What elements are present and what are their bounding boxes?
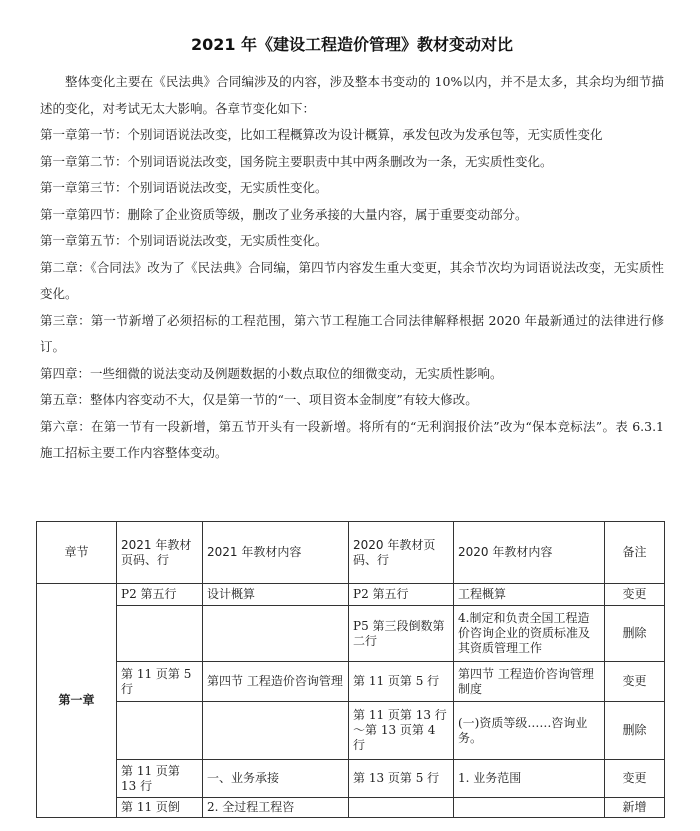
change-paragraph: 第五章：整体内容变动不大，仅是第一节的“一、项目资本金制度”有较大修改。 — [40, 392, 478, 407]
cell-2020-content: 工程概算 — [454, 584, 605, 606]
cell-2020-content: 4.制定和负责全国工程造价咨询企业的资质标准及其资质管理工作 — [454, 606, 605, 662]
header-2020-page: 2020 年教材页码、行 — [349, 522, 454, 584]
cell-2020-page: 第 13 页第 5 行 — [349, 760, 454, 798]
cell-2020-page: 第 11 页第 13 行～第 13 页第 4 行 — [349, 702, 454, 760]
comparison-table — [36, 521, 665, 818]
change-paragraph: 第一章第二节：个别词语说法改变，国务院主要职责中其中两条删改为一条，无实质性变化。 — [40, 153, 553, 169]
table-row — [37, 702, 665, 760]
cell-2021-content — [203, 606, 349, 662]
header-note: 备注 — [605, 522, 665, 584]
header-2020-content: 2020 年教材内容 — [454, 522, 605, 584]
cell-2021-page: 第 11 页第 13 行 — [117, 760, 203, 798]
table-row — [37, 798, 665, 818]
cell-2020-content: (一)资质等级……咨询业务。 — [454, 702, 605, 760]
cell-2021-page: P2 第五行 — [117, 584, 203, 606]
cell-2021-page — [117, 702, 203, 760]
change-paragraph: 第一章第一节：个别词语说法改变，比如工程概算改为设计概算，承发包改为发承包等，无实质性变化 — [40, 127, 603, 142]
cell-2020-content — [454, 798, 605, 818]
cell-2021-content: 一、业务承接 — [203, 760, 349, 798]
cell-note: 变更 — [605, 760, 665, 798]
table-row — [37, 606, 665, 662]
table-row — [37, 584, 665, 606]
table-row — [37, 760, 665, 798]
change-paragraph: 第一章第四节：删除了企业资质等级，删改了业务承接的大量内容，属于重要变动部分。 — [40, 206, 528, 222]
chapter-cell: 第一章 — [37, 584, 117, 818]
cell-note: 删除 — [605, 606, 665, 662]
change-paragraph: 第三章：第一节新增了必须招标的工程范围，第六节工程施工合同法律解释根据 2020 年最新通过的法律进行修订。 — [40, 312, 664, 354]
cell-note: 变更 — [605, 662, 665, 702]
cell-2021-content: 设计概算 — [203, 584, 349, 606]
change-paragraph: 第一章第五节：个别词语说法改变，无实质性变化。 — [40, 233, 328, 248]
cell-2020-page: 第 11 页第 5 行 — [349, 662, 454, 702]
header-2021-content: 2021 年教材内容 — [203, 522, 349, 584]
cell-2021-content: 第四节 工程造价咨询管理 — [203, 662, 349, 702]
change-paragraph: 第一章第三节：个别词语说法改变，无实质性变化。 — [40, 180, 328, 195]
change-paragraph: 第六章：在第一节有一段新增，第五节开头有一段新增。将所有的“无利润报价法”改为“保本竞标法”。表 6.3.1 施工招标主要工作内容整体变动。 — [40, 418, 664, 460]
cell-note: 删除 — [605, 702, 665, 760]
header-2021-page: 2021 年教材页码、行 — [117, 522, 203, 584]
cell-2020-content: 1. 业务范围 — [454, 760, 605, 798]
cell-note: 新增 — [605, 798, 665, 818]
table-header-row — [37, 522, 665, 584]
cell-2020-page — [349, 798, 454, 818]
change-paragraph: 第四章：一些细微的说法变动及例题数据的小数点取位的细微变动，无实质性影响。 — [40, 365, 503, 381]
header-chapter: 章节 — [37, 522, 117, 584]
document-title: 2021 年《建设工程造价管理》教材变动对比 — [190, 35, 514, 54]
cell-2021-content — [203, 702, 349, 760]
cell-2021-page — [117, 606, 203, 662]
table-row — [37, 662, 665, 702]
cell-2021-content: 2. 全过程工程咨 — [203, 798, 349, 818]
cell-2021-page: 第 11 页倒 — [117, 798, 203, 818]
change-paragraph: 第二章：《合同法》改为了《民法典》合同编，第四节内容发生重大变更，其余节次均为词语说法改变，无实质性变化。 — [40, 259, 664, 301]
cell-2020-page: P5 第三段倒数第二行 — [349, 606, 454, 662]
intro-paragraph: 整体变化主要在《民法典》合同编涉及的内容，涉及整本书变动的 10%以内，并不是太多，其余均为细节描述的变化，对考试无太大影响。各章节变化如下： — [40, 74, 664, 116]
cell-note: 变更 — [605, 584, 665, 606]
cell-2020-content: 第四节 工程造价咨询管理制度 — [454, 662, 605, 702]
cell-2021-page: 第 11 页第 5 行 — [117, 662, 203, 702]
cell-2020-page: P2 第五行 — [349, 584, 454, 606]
